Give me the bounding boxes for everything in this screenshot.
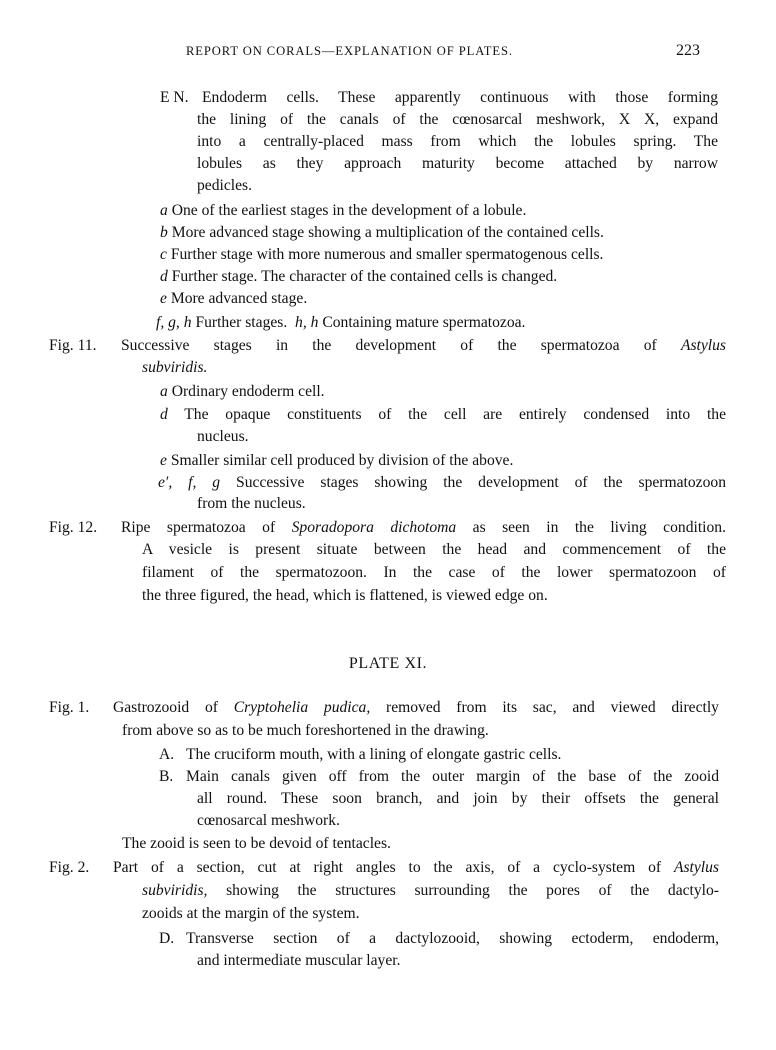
item-e-letter: e [160, 290, 167, 307]
item-c-text: Further stage with more numerous and smaller spermatogenous cells. [170, 246, 604, 263]
plate-fig1-line-2: from above so as to be much foreshortened in the drawing. [122, 722, 489, 739]
fig11-d [160, 405, 726, 426]
fig11-line-1 [121, 336, 726, 357]
item-fgh-text1: Further stages. [195, 314, 288, 331]
fig11-label: Fig. 11. [49, 337, 97, 354]
item-c [160, 245, 603, 265]
running-title: REPORT ON CORALS—EXPLANATION OF PLATES. [186, 44, 513, 58]
item-fgh-letters: f, g, h [156, 314, 192, 331]
item-e-text: More advanced stage. [170, 290, 308, 307]
fig12-line-4: the three figured, the head, which is flattened, is viewed edge on. [142, 587, 548, 604]
item-b-letter: b [160, 224, 168, 241]
plate-fig2-italic-2: subviridis, [142, 882, 208, 899]
fig11-d-line-2: nucleus. [197, 428, 249, 445]
en-line-3: into a centrally-placed mass from which the lobules spring. The [197, 133, 718, 150]
plate-fig2-label: Fig. 2. [49, 859, 90, 876]
item-b [160, 223, 604, 243]
item-c-letter: c [160, 246, 167, 263]
fig12-text-b: as seen in the living condition. [472, 519, 726, 536]
item-e [160, 289, 307, 309]
plate-fig1-B-line-2: all round. These soon branch, and join by their offsets the general [197, 790, 719, 807]
fig11-efg-line-2: from the nucleus. [197, 495, 306, 512]
plate-fig2-line-3: zooids at the margin of the system. [142, 905, 360, 922]
fig11-efg-text: Successive stages showing the development of the spermatozoon [236, 474, 726, 491]
fig11-e [160, 451, 513, 471]
plate-fig2-line-2b: showing the structures surrounding the pores of the dactylo- [226, 882, 719, 899]
plate-fig2-D-letter: D. [159, 930, 175, 947]
fig11-d-letter: d [160, 406, 168, 423]
fig11-italic-1: Astylus [680, 337, 726, 354]
item-fgh-letters2: h, h [295, 314, 319, 331]
en-line-4: lobules as they approach maturity become attached by narrow [197, 155, 718, 172]
item-a-text: One of the earliest stages in the development of a lobule. [171, 202, 527, 219]
plate-fig1-A-letter: A. [159, 746, 175, 763]
plate-fig1-text-a: Gastrozooid of [113, 699, 218, 716]
fig12-text-a: Ripe spermatozoa of [121, 519, 276, 536]
item-b-text: More advanced stage showing a multiplication of the contained cells. [171, 224, 604, 241]
plate-fig2-D-text: Transverse section of a dactylozooid, showing ectoderm, endoderm, [186, 930, 719, 947]
fig12-line-1 [121, 518, 726, 539]
fig11-efg [158, 473, 726, 494]
plate-fig1-A-text: The cruciform mouth, with a lining of elongate gastric cells. [186, 746, 562, 763]
en-line-5: pedicles. [197, 177, 252, 194]
plate-fig1-text-b: removed from its sac, and viewed directly [386, 699, 719, 716]
fig12-label: Fig. 12. [49, 519, 98, 536]
plate-fig2-line-1 [113, 858, 719, 879]
plate-fig2-D-line-2: and intermediate muscular layer. [197, 952, 401, 969]
fig11-a [160, 382, 325, 402]
en-line-2: the lining of the canals of the cœnosarcal meshwork, X X, expand [197, 111, 718, 128]
item-a-letter: a [160, 202, 168, 219]
item-d-text: Further stage. The character of the contained cells is changed. [171, 268, 558, 285]
fig11-a-letter: a [160, 383, 168, 400]
item-fgh [156, 313, 525, 333]
fig11-efg-letters: e′, f, g [158, 474, 221, 491]
plate-fig2-italic-1: Astylus [673, 859, 719, 876]
fig11-d-text: The opaque constituents of the cell are entirely condensed into the [184, 406, 726, 423]
fig11-line-2 [142, 358, 207, 378]
label-en: E N. [160, 89, 189, 106]
plate-fig1-italic: Cryptohelia pudica, [233, 699, 371, 716]
en-line-1: Endoderm cells. These apparently continuous with those forming [202, 89, 718, 106]
fig11-e-letter: e [160, 452, 167, 469]
plate-fig1-B-text: Main canals given off from the outer margin of the base of the zooid [186, 768, 719, 785]
fig11-text: Successive stages in the development of the spermatozoa of [121, 337, 657, 354]
plate-fig1-closing: The zooid is seen to be devoid of tentacles. [122, 835, 391, 852]
item-d-letter: d [160, 268, 168, 285]
fig12-line-2: A vesicle is present situate between the head and commencement of the [142, 541, 726, 558]
plate-heading: PLATE XI. [348, 655, 428, 672]
item-d [160, 267, 557, 287]
plate-fig1-B-line-3: cœnosarcal meshwork. [197, 812, 340, 829]
item-a [160, 201, 526, 221]
plate-fig2-line-2 [142, 881, 719, 902]
page-number: 223 [676, 42, 700, 59]
fig11-a-text: Ordinary endoderm cell. [171, 383, 325, 400]
plate-fig1-B-letter: B. [159, 768, 174, 785]
fig11-e-text: Smaller similar cell produced by division of the above. [170, 452, 514, 469]
fig12-italic: Sporadopora dichotoma [291, 519, 457, 536]
fig11-italic-2: subviridis. [142, 359, 208, 376]
fig12-line-3: filament of the spermatozoon. In the case of the lower spermatozoon of [142, 564, 726, 581]
plate-fig1-label: Fig. 1. [49, 699, 90, 716]
plate-fig2-text: Part of a section, cut at right angles to the axis, of a cyclo-system of [113, 859, 662, 876]
plate-fig1-line-1 [113, 698, 719, 719]
item-fgh-text2: Containing mature spermatozoa. [322, 314, 526, 331]
